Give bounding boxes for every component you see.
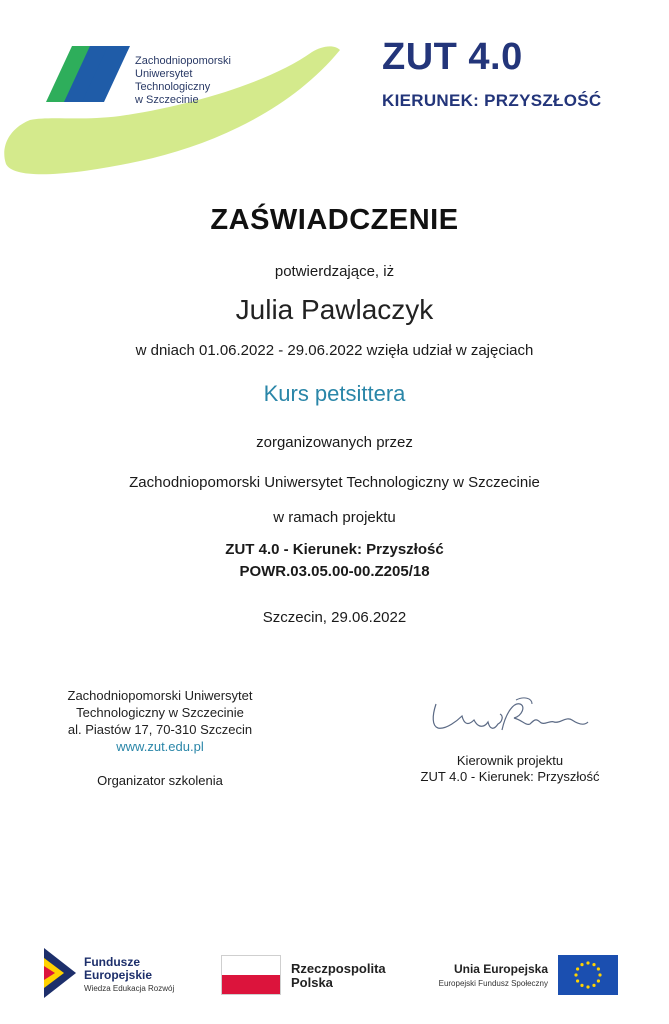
website-link[interactable]: www.zut.edu.pl [116,739,204,754]
participant-name: Julia Pawlaczyk [235,294,434,325]
poland-flag-icon [221,955,281,995]
fe-line-1: Fundusze [84,955,140,969]
brand-title: ZUT 4.0 [382,36,523,78]
university-name-line-1: Zachodniopomorski [135,55,231,67]
brand-subtitle: KIERUNEK: PRZYSZŁOŚĆ [382,91,602,110]
address-line-3: al. Piastów 17, 70-310 Szczecin [67,722,253,737]
confirm-text: potwierdzające, iż [274,263,395,280]
course-name: Kurs petsittera [263,381,406,406]
handwritten-signature [428,694,593,739]
certificate-title: ZAŚWIADCZENIE [210,204,459,236]
eu-name: Unia Europejska [453,962,548,976]
university-name-line-3: Technologiczny [135,81,211,93]
university-name-line-2: Uniwersytet [135,68,193,80]
organizer-name: Zachodniopomorski Uniwersytet Technologiczny w Szczecinie [129,474,540,491]
project-manager-role: Kierownik projektu [456,753,564,768]
framework-text: w ramach projektu [273,509,396,526]
project-name: ZUT 4.0 - Kierunek: Przyszłość [225,541,444,558]
dates-text: w dniach 01.06.2022 - 29.06.2022 wzięła udział w zajęciach [135,342,534,359]
fe-line-2: Europejskie [84,968,153,982]
place-date: Szczecin, 29.06.2022 [262,609,407,626]
eu-flag-icon [558,955,618,995]
fe-program: Wiedza Edukacja Rozwój [84,984,175,993]
university-name-line-4: w Szczecinie [135,94,199,106]
address-line-2: Technologiczny w Szczecinie [76,705,244,720]
address-line-1: Zachodniopomorski Uniwersytet [67,688,253,703]
eu-fund: Europejski Fundusz Społeczny [438,979,548,988]
organizer-role: Organizator szkolenia [97,773,223,788]
university-logo-icon [46,46,132,102]
rp-line-1: Rzeczpospolita [291,961,386,976]
project-code: POWR.03.05.00-00.Z205/18 [239,563,430,580]
organized-by-text: zorganizowanych przez [256,434,413,451]
project-manager-project: ZUT 4.0 - Kierunek: Przyszłość [420,769,600,784]
rp-line-2: Polska [291,975,333,990]
european-funds-logo-icon [44,948,76,998]
